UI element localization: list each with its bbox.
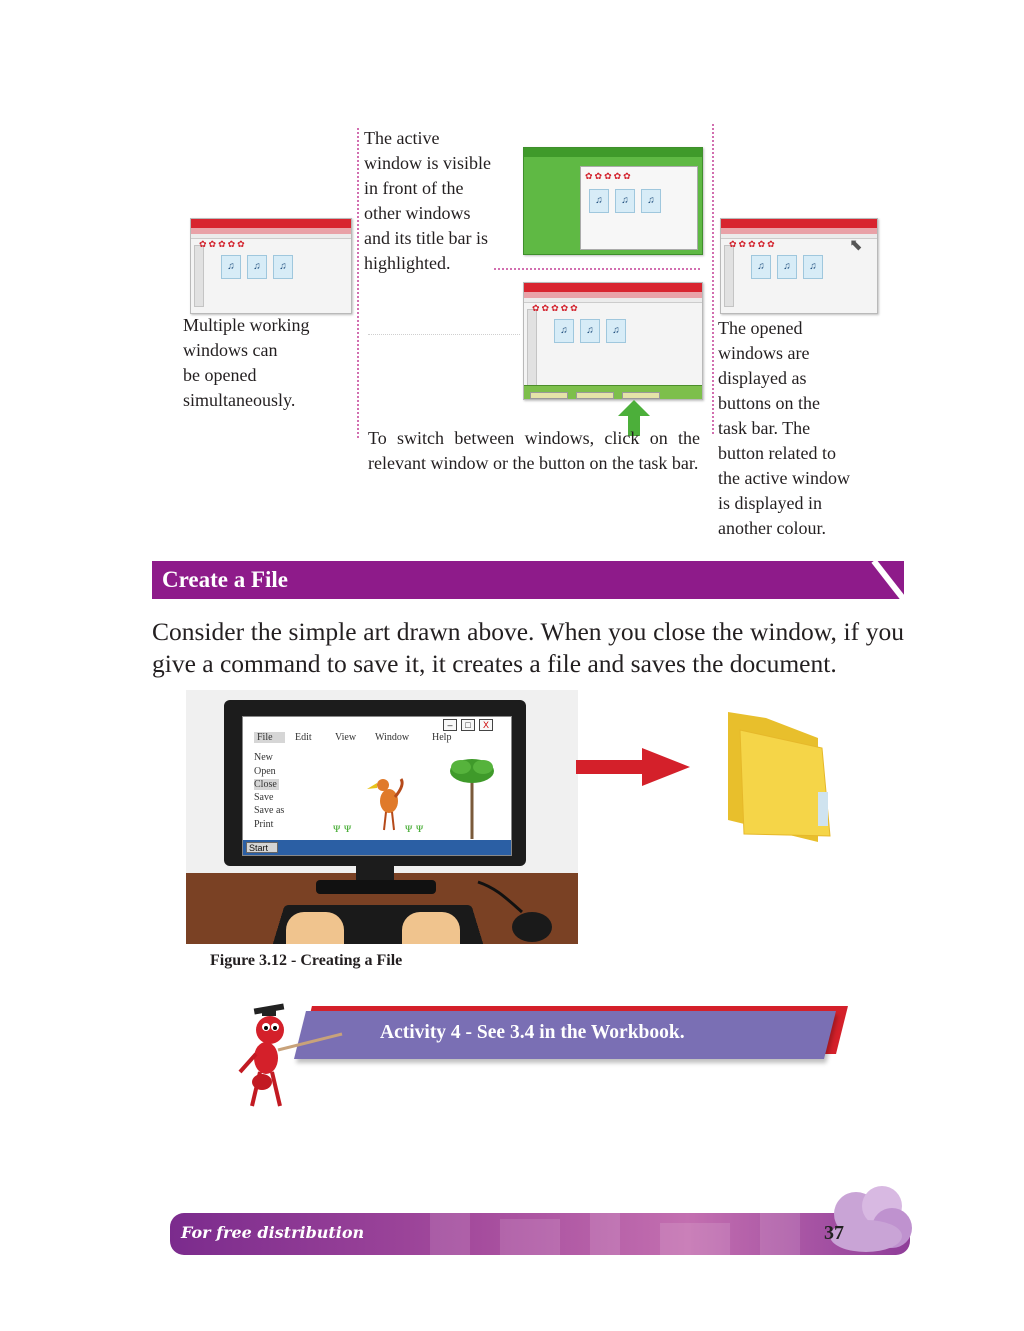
screen-window [242, 716, 512, 856]
music-file-icon: ♫ [273, 255, 293, 279]
grass-drawing: ᴪ ᴪ [405, 821, 424, 836]
music-file-icon: ♫ [221, 255, 241, 279]
close-button[interactable]: X [479, 719, 493, 731]
active-window-thumbnail [523, 147, 703, 255]
flower-icons: ✿✿✿✿✿ [532, 303, 580, 313]
right-hand [402, 912, 460, 944]
menu-item-close[interactable]: Close [254, 779, 277, 790]
menu-window[interactable]: Window [375, 732, 410, 743]
flower-icons: ✿✿✿✿✿ [199, 239, 247, 249]
mouse-cursor-icon: ⬉ [849, 237, 863, 254]
figure-caption: Figure 3.12 - Creating a File [210, 952, 403, 969]
bird-drawing [365, 775, 409, 833]
banner-slash-decoration [871, 561, 904, 599]
monitor-base [316, 880, 436, 894]
menu-item-save[interactable]: Save [254, 792, 274, 803]
menu-item-open[interactable]: Open [254, 766, 276, 777]
menu-item-print[interactable]: Print [254, 819, 274, 830]
start-button[interactable]: Start [246, 842, 278, 853]
flower-icons: ✿✿✿✿✿ [585, 171, 633, 181]
music-file-icon: ♫ [589, 189, 609, 213]
footer-text: For free distribution [181, 1223, 365, 1242]
body-paragraph: Consider the simple art drawn above. When you close the window, if you give a command to save it, it creates a file and saves the document. [152, 617, 904, 678]
activity-label: Activity 4 - See 3.4 in the Workbook. [380, 1022, 685, 1043]
music-file-icon: ♫ [580, 319, 600, 343]
ant-mascot-icon [232, 1000, 352, 1120]
menu-help[interactable]: Help [432, 732, 452, 743]
dotted-divider [357, 128, 359, 438]
multiple-windows-caption: Multiple working windows can be opened simultaneously. [183, 315, 310, 410]
dotted-divider [712, 124, 714, 434]
grass-drawing: ᴪ ᴪ [333, 821, 352, 836]
switch-windows-caption: To switch between windows, click on the relevant window or the button on the task bar. [368, 428, 700, 473]
music-file-icon: ♫ [615, 189, 635, 213]
music-file-icon: ♫ [554, 319, 574, 343]
taskbar-windows-thumbnail [523, 282, 703, 400]
page-number: 37 [824, 1222, 844, 1244]
music-file-icon: ♫ [803, 255, 823, 279]
footer-bar [170, 1213, 910, 1255]
opened-windows-thumbnail [720, 218, 878, 314]
mouse-cable [476, 878, 536, 918]
music-file-icon: ♫ [777, 255, 797, 279]
menu-item-save-as[interactable]: Save as [254, 805, 285, 816]
taskbar [524, 385, 702, 399]
menu-file[interactable]: File [254, 732, 285, 743]
flower-icons: ✿✿✿✿✿ [729, 239, 777, 249]
menu-edit[interactable]: Edit [295, 732, 312, 743]
music-file-icon: ♫ [751, 255, 771, 279]
music-file-icon: ♫ [606, 319, 626, 343]
section-title: Create a File [162, 567, 289, 592]
menu-view[interactable]: View [335, 732, 357, 743]
folder-icon [722, 708, 834, 848]
active-window-caption: The active window is visible in front of the other windows and its title bar is highlighted. [364, 128, 492, 273]
right-arrow-icon [576, 746, 692, 788]
taskbar [243, 840, 511, 855]
opened-windows-caption: The opened windows are displayed as buttons on the task bar. The button related to the active window is displayed in another colour. [718, 318, 850, 538]
dotted-divider [368, 334, 520, 335]
tree-drawing [447, 755, 497, 841]
dotted-divider [494, 268, 700, 270]
music-file-icon: ♫ [641, 189, 661, 213]
footer-decoration [430, 1213, 810, 1255]
music-file-icon: ♫ [247, 255, 267, 279]
multiple-windows-thumbnail [190, 218, 352, 314]
menu-item-new[interactable]: New [254, 752, 273, 763]
maximize-button[interactable]: □ [461, 719, 475, 731]
section-banner [152, 561, 904, 599]
left-hand [286, 912, 344, 944]
minimize-button[interactable]: – [443, 719, 457, 731]
